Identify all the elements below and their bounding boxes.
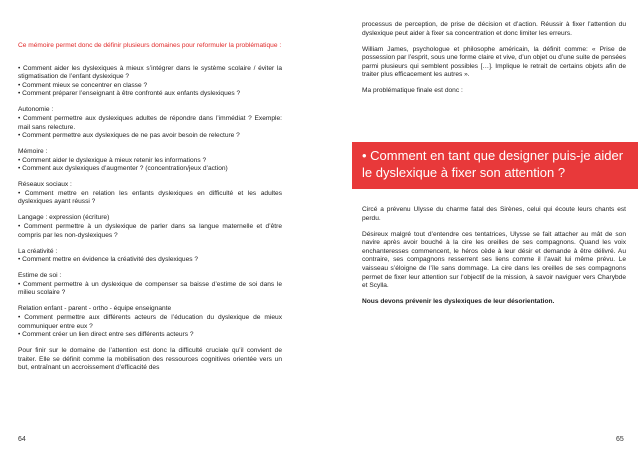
circe-paragraph: Circé a prévenu Ulysse du charme fatal des Sirènes, celui qui écoute leurs chants est perdu. — [362, 206, 626, 222]
section-heading: Réseaux sociaux : — [18, 181, 72, 189]
question-item: • Comment aider les dyslexiques à mieux s’intégrer dans le système scolaire / éviter la stigmatisation de l’enfant dyslexique ? — [18, 64, 282, 81]
question-item: • Comment permettre à un dyslexique de parler dans sa langue maternelle et d’être compris par les non-dyslexiques ? — [18, 223, 282, 239]
section-memoire — [18, 148, 282, 174]
section-heading: Mémoire : — [18, 148, 48, 156]
section-heading: Langage : expression (écriture) — [18, 214, 110, 222]
question-item: • Comment mettre en évidence la créativité des dyslexiques ? — [18, 256, 199, 264]
section-creativite — [18, 248, 282, 265]
section-heading: Relation enfant - parent - ortho - équipe enseignante — [18, 305, 172, 313]
conclusion-paragraph: Pour finir sur le domaine de l’attention est donc la difficulté cruciale qu’il convient de traiter. Elle se définit comme la mobilisation des ressources cognitives orientée vers un but, entraînant un accroissement d’efficacité des — [18, 347, 282, 372]
question-item: • Comment créer un lien direct entre ses différents acteurs ? — [18, 331, 194, 339]
section-reseaux — [18, 181, 282, 207]
section-heading: Autonomie : — [18, 106, 54, 114]
section-heading: Estime de soi : — [18, 272, 62, 280]
problematique-callout: • Comment en tant que designer puis-je aider le dyslexique à fixer son attention ? — [352, 142, 638, 189]
conclusion-statement: Nous devons prévenir les dyslexiques de leur désorientation. — [362, 298, 555, 306]
question-item: • Comment aux dyslexiques d’augmenter ? (concentration/jeux d’action) — [18, 165, 228, 173]
question-item: • Comment permettre aux dyslexiques adultes de répondre dans l’immédiat ? Exemple: mail sans relecture. — [18, 114, 282, 131]
question-item: • Comment mettre en relation les enfants dyslexiques en difficulté et les adultes dyslexiques ayant réussi ? — [18, 189, 282, 206]
page-number-left: 64 — [18, 436, 26, 443]
section-relation — [18, 305, 282, 339]
ulysse-paragraph: Désireux malgré tout d’entendre ces tentatrices, Ulysse se fait attacher au mât de son navire après avoir bouché à la cire les oreilles de ses compagnons. Quand les voix enchanteresses commencent, le héros cède à leur désir et demande à être délivré. Au contraire, ses compagnons resserrent ses liens comme il l’avait lui même prévu. Le vaisseau s’éloigne de l’île sans dommage. La cire dans les oreilles de ses compagnons permet de fixer leur attention sur l’objectif de la mission, à savoir naviguer vers Charybde et Scylla. — [362, 230, 626, 290]
right-page — [319, 0, 638, 454]
william-james-quote: William James, psychologue et philosophe américain, la définit comme: « Prise de possession par l’esprit, sous une forme claire et vive, d’un objet ou d’une suite de pensées parmi plusieurs qui semblent possibles […]. Implique le retrait de certains objets afin de traiter plus efficacement les autres ». — [362, 45, 626, 79]
question-item: • Comment permettre aux dyslexiques de ne pas avoir besoin de relecture ? — [18, 132, 240, 140]
question-item: • Comment aider le dyslexique à mieux retenir les informations ? — [18, 156, 207, 164]
question-item: • Comment permettre à un dyslexique de compenser sa baisse d’estime de soi dans le milieu scolaire ? — [18, 280, 282, 297]
section-heading: La créativité : — [18, 247, 58, 255]
section-langage — [18, 214, 282, 240]
section-estime — [18, 272, 282, 298]
section-autonomie — [18, 106, 282, 140]
left-column — [18, 42, 282, 380]
question-item: • Comment permettre aux différents acteurs de l’éducation du dyslexique de mieux communiquer entre eux ? — [18, 313, 282, 330]
page-number-right: 65 — [616, 436, 624, 443]
right-column-bottom — [362, 206, 626, 314]
intro-text: Ce mémoire permet donc de définir plusieurs domaines pour reformuler la problématique : — [18, 42, 282, 49]
general-questions — [18, 65, 282, 99]
problematique-intro: Ma problématique finale est donc : — [362, 87, 463, 95]
right-column-top — [362, 21, 626, 103]
question-item: • Comment préparer l’enseignant à être confronté aux enfants dyslexiques ? — [18, 90, 241, 98]
question-item: • Comment mieux se concentrer en classe ? — [18, 81, 148, 89]
attention-paragraph: processus de perception, de prise de décision et d’action. Réussir à fixer l’attention du dyslexique peut aider à fixer sa concentration et donc limiter les erreurs. — [362, 21, 626, 37]
